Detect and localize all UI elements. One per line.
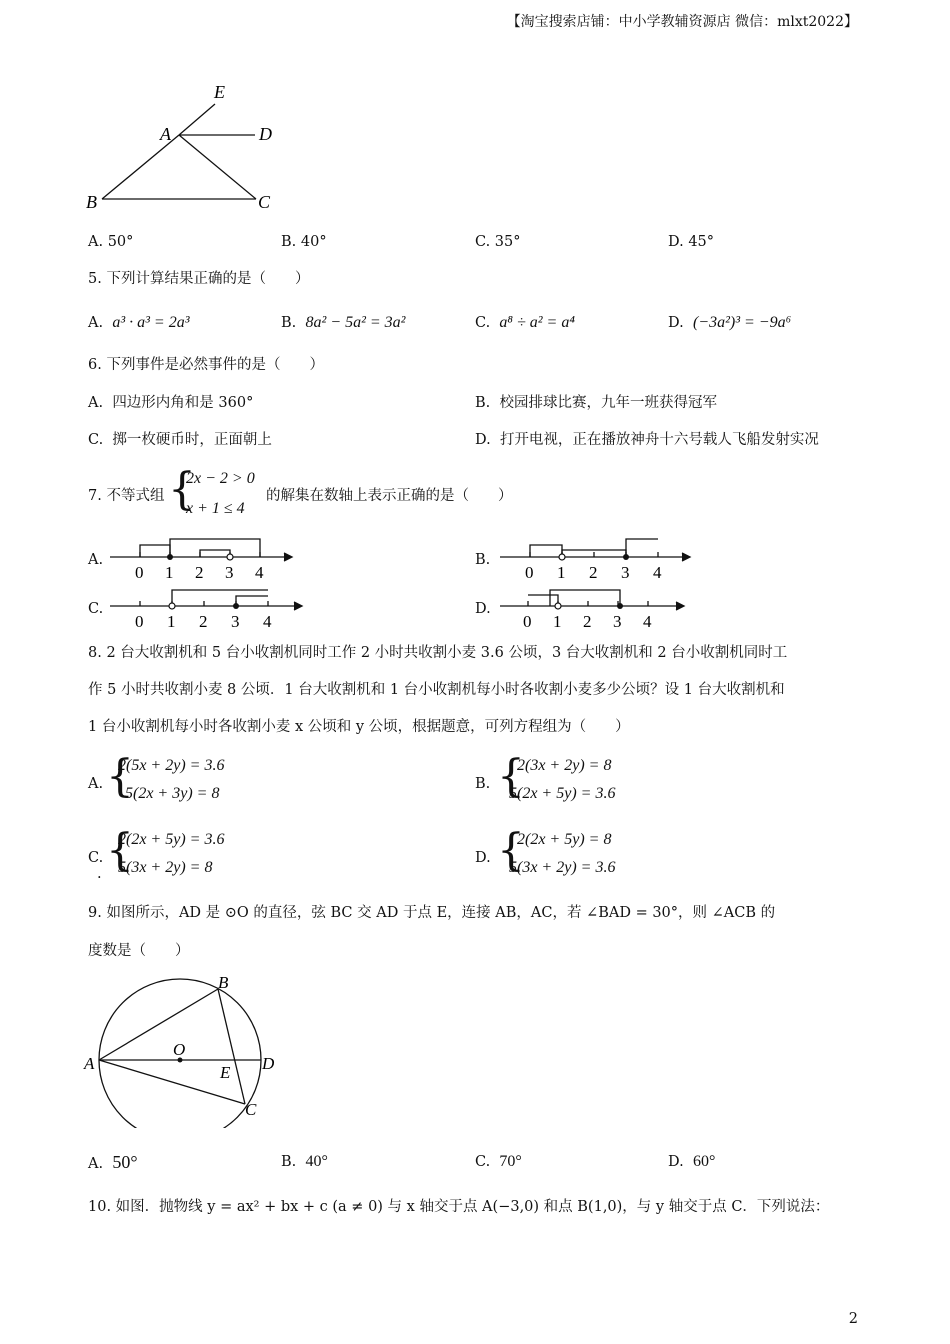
q8-line-2: 作 5 小时共收割小麦 8 公顷．1 台大收割机和 1 台小收割机每小时各收割小麦多少公顷？设 1 台大收割机和: [88, 682, 785, 698]
svg-text:3: 3: [621, 563, 630, 582]
q4-triangle-figure: [80, 78, 300, 218]
q8-a-eq1: 2(5x + 2y) = 3.6: [118, 757, 225, 774]
q9-option-c: C. 70°: [475, 1153, 522, 1170]
svg-text:1: 1: [553, 612, 562, 631]
q8-d-eq1: 2(2x + 5y) = 8: [517, 831, 612, 848]
q5-option-c: C. a⁸ ÷ a² = a⁴: [475, 314, 575, 331]
q8-c-eq2: 5(3x + 2y) = 8: [118, 859, 213, 876]
q7-numberline-c: [108, 585, 308, 633]
dot-3: [227, 554, 233, 560]
q8-option-c-letter: C.: [88, 850, 104, 866]
q5-option-d: D. (−3a²)³ = −9a⁶: [668, 314, 792, 331]
q9-option-a: A. 50°: [88, 1152, 138, 1172]
q8-d-eq2: 5(3x + 2y) = 3.6: [509, 859, 616, 876]
q7-option-a-letter: A.: [88, 552, 104, 568]
svg-text:4: 4: [255, 563, 264, 582]
q7-suffix: 的解集在数轴上表示正确的是（ ）: [266, 488, 513, 504]
label-d: D: [259, 124, 272, 144]
q8-b-eq2: 5(2x + 5y) = 3.6: [509, 785, 616, 802]
q8-option-c-dot: .: [97, 866, 102, 882]
svg-text:3: 3: [231, 612, 240, 631]
q8-option-d-letter: D.: [475, 850, 491, 866]
q8-line-1: 8. 2 台大收割机和 5 台小收割机同时工作 2 小时共收割小麦 3.6 公顷，3 台大收割机和 2 台小收割机同时工: [88, 645, 788, 661]
side-ac: [179, 135, 256, 199]
q8-a-eq2: 5(2x + 3y) = 8: [125, 785, 220, 802]
svg-text:2: 2: [583, 612, 592, 631]
q9-option-b: B. 40°: [281, 1153, 328, 1170]
shop-header: 【淘宝搜索店铺：中小学教辅资源店 微信：mlxt2022】: [506, 14, 858, 30]
svg-text:4: 4: [653, 563, 662, 582]
q6-option-b: B. 校园排球比赛，九年一班获得冠军: [475, 395, 717, 411]
q7-numberline-d: [498, 585, 693, 633]
svg-text:E: E: [220, 1063, 231, 1082]
svg-text:0: 0: [135, 612, 144, 631]
q7-option-b-letter: B.: [475, 552, 491, 568]
q5-option-a: A. a³ · a³ = 2a³: [88, 314, 190, 331]
svg-text:0: 0: [523, 612, 532, 631]
q8-option-b-letter: B.: [475, 776, 491, 792]
svg-text:B: B: [218, 973, 229, 992]
q6-option-c: C. 掷一枚硬币时，正面朝上: [88, 432, 272, 448]
svg-text:1: 1: [167, 612, 176, 631]
q5-option-b: B. 8a² − 5a² = 3a²: [281, 314, 406, 331]
q9-line-2: 度数是（ ）: [88, 943, 190, 959]
ray-ae: [179, 104, 215, 135]
svg-text:0: 0: [525, 563, 534, 582]
svg-text:C: C: [245, 1100, 257, 1119]
svg-text:4: 4: [643, 612, 652, 631]
svg-text:4: 4: [263, 612, 272, 631]
q7-option-d-letter: D.: [475, 601, 491, 617]
q5-stem: 5. 下列计算结果正确的是（ ）: [88, 271, 310, 287]
dot-1: [167, 554, 173, 560]
q6-option-a: A. 四边形内角和是 360°: [88, 395, 254, 411]
svg-text:3: 3: [613, 612, 622, 631]
q4-option-b: B. 40°: [281, 234, 327, 250]
svg-text:1: 1: [557, 563, 566, 582]
label-a: A: [160, 124, 171, 144]
q6-option-d: D. 打开电视，正在播放神舟十六号载人飞船发射实况: [475, 432, 819, 448]
q8-c-eq1: 2(2x + 5y) = 3.6: [118, 831, 225, 848]
svg-text:2: 2: [589, 563, 598, 582]
svg-text:1: 1: [165, 563, 174, 582]
q6-stem: 6. 下列事件是必然事件的是（ ）: [88, 357, 324, 373]
q9-circle-figure: [82, 968, 292, 1128]
svg-text:0: 0: [135, 563, 144, 582]
label-c: C: [258, 192, 271, 212]
svg-text:A: A: [84, 1054, 95, 1073]
svg-text:D: D: [262, 1054, 275, 1073]
label-b: B: [86, 192, 97, 212]
q7-prefix: 7. 不等式组: [88, 488, 165, 504]
q7-numberline-a: [108, 536, 303, 584]
q7-numberline-b: [498, 536, 698, 584]
label-e: E: [214, 82, 225, 102]
q4-option-d: D. 45°: [668, 234, 715, 250]
q4-option-c: C. 35°: [475, 234, 521, 250]
page-number: 2: [848, 1311, 858, 1327]
q8-b-eq1: 2(3x + 2y) = 8: [517, 757, 612, 774]
svg-text:2: 2: [195, 563, 204, 582]
svg-text:2: 2: [199, 612, 208, 631]
chord-ab: [99, 989, 218, 1060]
side-ab: [102, 135, 179, 199]
q10-line-1: 10. 如图．抛物线 y = ax² + bx + c (a ≠ 0) 与 x 轴交于点 A(−3,0) 和点 B(1,0)，与 y 轴交于点 C．下列说法：: [88, 1199, 830, 1215]
q7-ineq-1: 2x − 2 > 0: [186, 470, 255, 487]
q8-option-a-letter: A.: [88, 776, 104, 792]
q9-line-1: 9. 如图所示，AD 是 ⊙O 的直径，弦 BC 交 AD 于点 E，连接 AB，AC，若 ∠BAD = 30°，则 ∠ACB 的: [88, 905, 776, 921]
q8-line-3: 1 台小收割机每小时各收割小麦 x 公顷和 y 公顷，根据题意，可列方程组为（ ）: [88, 719, 630, 735]
svg-text:O: O: [173, 1040, 186, 1059]
q7-ineq-2: x + 1 ≤ 4: [186, 500, 245, 517]
q7-brace: {: [168, 464, 196, 515]
q7-option-c-letter: C.: [88, 601, 104, 617]
q4-option-a: A. 50°: [88, 234, 134, 250]
q9-option-d: D. 60°: [668, 1153, 716, 1170]
svg-text:3: 3: [225, 563, 234, 582]
